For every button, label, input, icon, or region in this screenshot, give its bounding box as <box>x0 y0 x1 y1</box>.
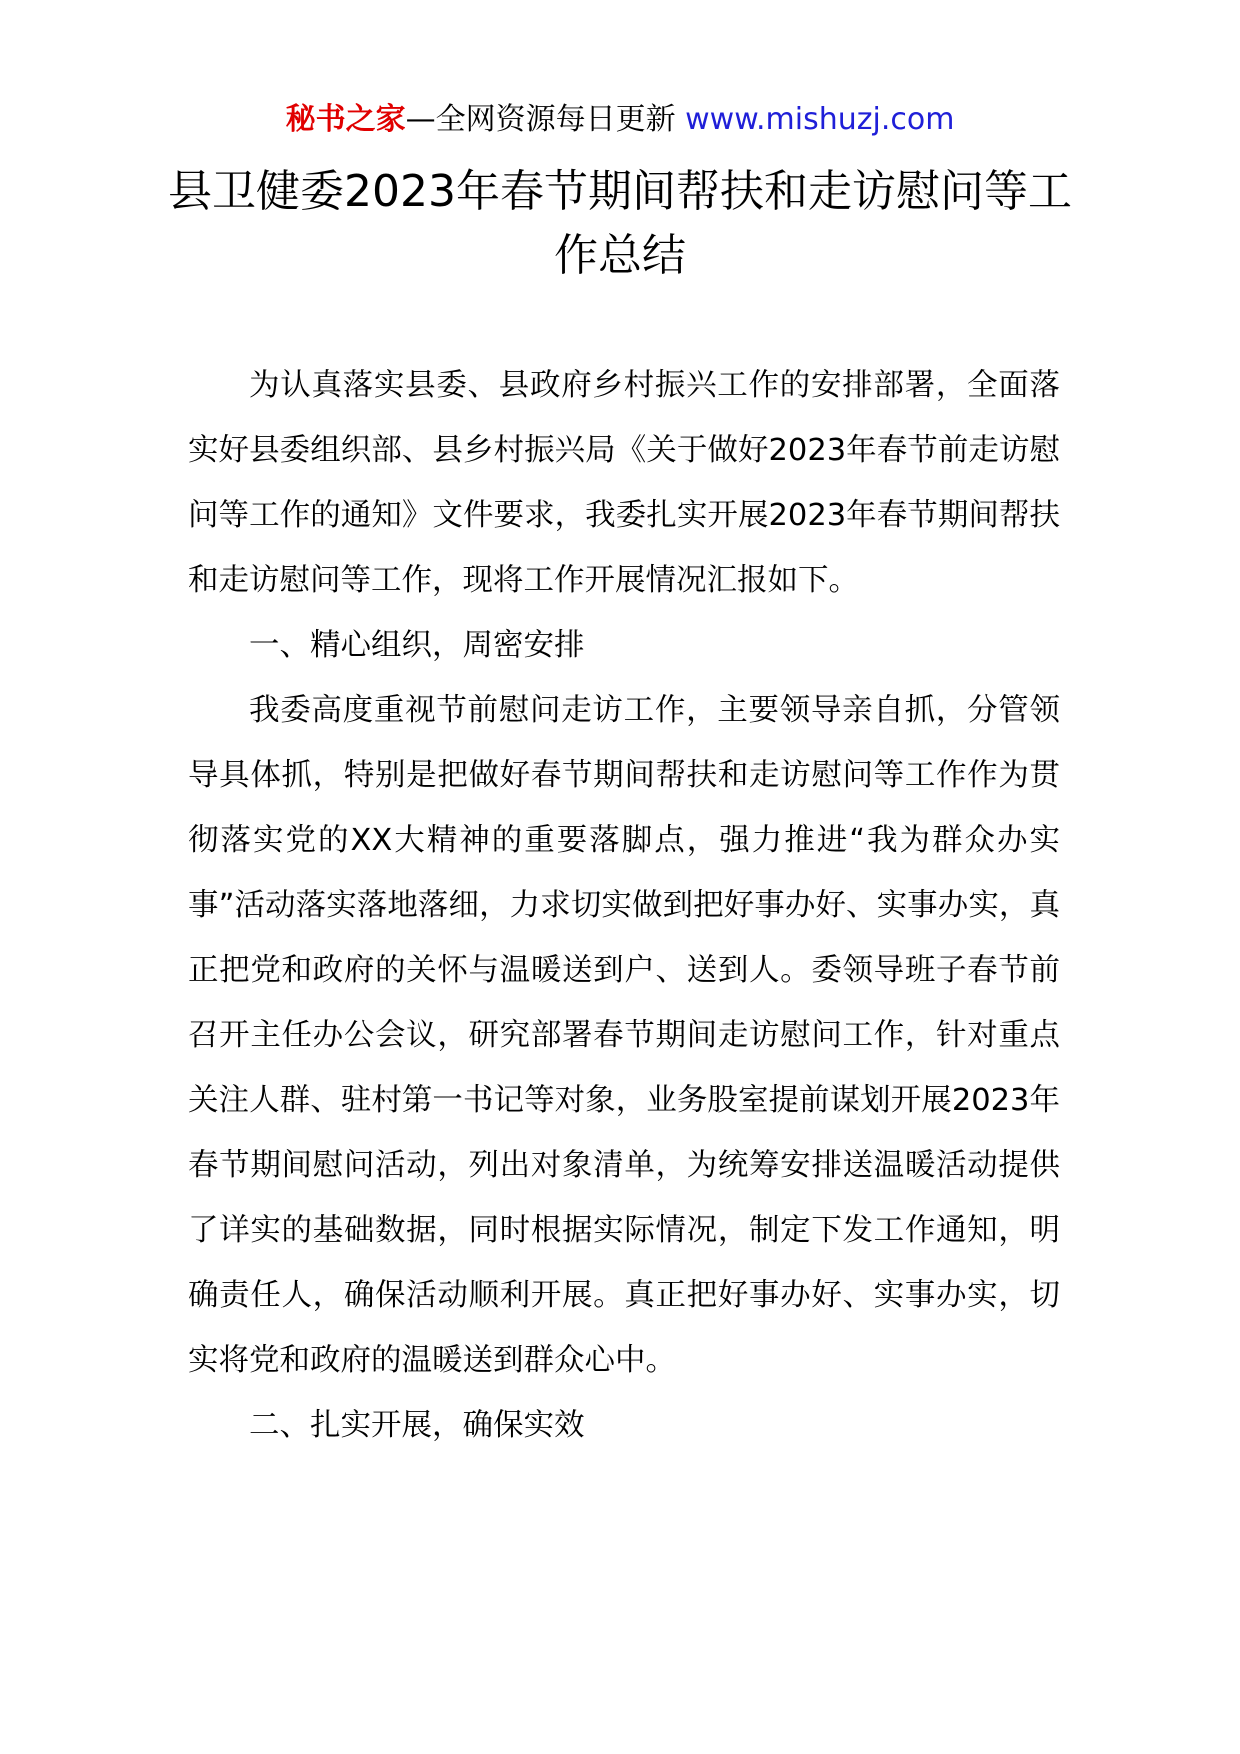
document-title: 县卫健委2023年春节期间帮扶和走访慰问等工作总结 <box>168 166 1072 281</box>
body-paragraph: 我委高度重视节前慰问走访工作，主要领导亲自抓，分管领导具体抓，特别是把做好春节期间帮扶和走访慰问等工作作为贯彻落实党的XX大精神的重要落脚点，强力推进“我为群众办实事”活动落实落地落细，力求切实做到把好事办好、实事办实，真正把党和政府的关怀与温暖送到户、送到人。委领导班子春节前召开主任办公会议，研究部署春节期间走访慰问工作，针对重点关注人群、驻村第一书记等对象，业务股室提前谋划开展2023年春节期间慰问活动，列出对象清单，为统筹安排送温暖活动提供了详实的基础数据，同时根据实际情况，制定下发工作通知，明确责任人，确保活动顺利开展。真正把好事办好、实事办实，切实将党和政府的温暖送到群众心中。 <box>188 693 1060 1378</box>
section-heading-1: 一、精心组织，周密安排 <box>249 628 585 663</box>
document-body <box>188 353 1060 1458</box>
header-url-link[interactable]: www.mishuzj.com <box>685 102 955 137</box>
watermark-header <box>0 100 1240 140</box>
header-tagline: —全网资源每日更新 <box>405 102 686 137</box>
intro-paragraph: 为认真落实县委、县政府乡村振兴工作的安排部署，全面落实好县委组织部、县乡村振兴局《关于做好2023年春节前走访慰问等工作的通知》文件要求，我委扎实开展2023年春节期间帮扶和走访慰问等工作，现将工作开展情况汇报如下。 <box>188 368 1060 598</box>
header-brand: 秘书之家 <box>285 102 406 137</box>
section-heading-2: 二、扎实开展，确保实效 <box>249 1408 585 1443</box>
